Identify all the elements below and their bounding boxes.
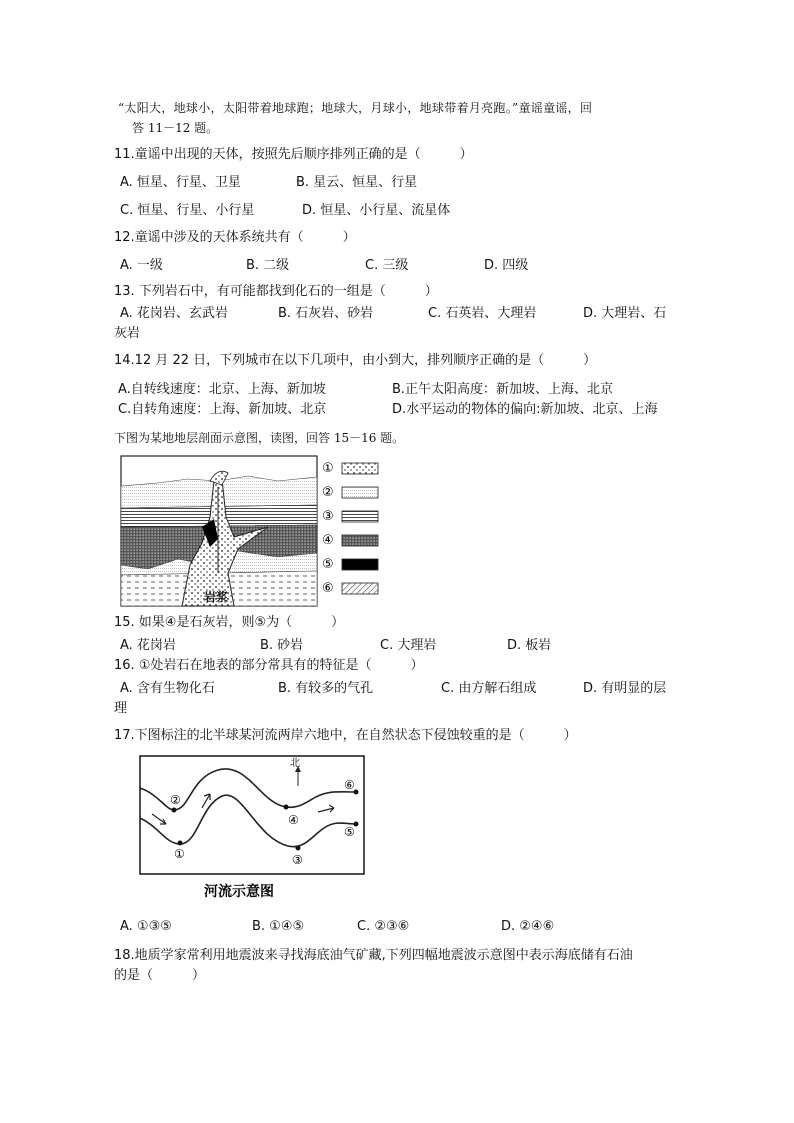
q12-option-a: A. 一级 (120, 258, 163, 273)
legend-num-6: ⑥ (322, 581, 334, 596)
q16-option-d-cont: 理 (114, 701, 128, 716)
q11-stem: 11.童谣中出现的天体，按照先后顺序排列正确的是（ ） (114, 147, 473, 162)
intro-line1: “太阳大，地球小，太阳带着地球跑；地球大，月球小，地球带着月亮跑。”童谣童谣，回 (118, 101, 593, 115)
q11-option-b: B. 星云、恒星、行星 (296, 175, 418, 190)
q11-option-d: D. 恒星、小行星、流星体 (302, 203, 451, 218)
q15-option-b: B. 砂岩 (260, 638, 304, 653)
q17-stem: 17.下图标注的北半球某河流两岸六地中，在自然状态下侵蚀较重的是（ ） (114, 728, 577, 743)
q12-option-b: B. 二级 (246, 258, 290, 273)
legend-num-3: ③ (322, 509, 334, 524)
q17-option-b: B. ①④⑤ (252, 919, 305, 934)
q14-option-a: A.自转线速度：北京、上海、新加坡 (118, 382, 326, 397)
q16-stem: 16. ①处岩石在地表的部分常具有的特征是（ ） (114, 658, 424, 673)
legend-num-1: ① (322, 461, 334, 476)
legend-num-2: ② (322, 485, 334, 500)
q13-option-b: B. 石灰岩、砂岩 (278, 306, 374, 321)
point-1-label: ① (174, 847, 185, 861)
q16-option-a: A. 含有生物化石 (120, 681, 215, 696)
q13-stem: 13. 下列岩石中，有可能都找到化石的一组是（ ） (114, 284, 438, 299)
legend-swatch-2 (342, 487, 378, 498)
q14-stem: 14.12 月 22 日，下列城市在以下几项中，由小到大，排列顺序正确的是（ ） (114, 353, 597, 368)
q13-option-d: D. 大理岩、石 (583, 306, 667, 321)
point-3-dot (296, 846, 301, 851)
q14-option-d: D.水平运动的物体的偏向:新加坡、北京、上海 (392, 402, 658, 417)
point-3-label: ③ (292, 853, 303, 867)
legend-num-4: ④ (322, 533, 334, 548)
cross-section-block (121, 456, 317, 606)
q17-option-c: C. ②③⑥ (357, 919, 410, 934)
river-diagram-figure (138, 754, 368, 906)
figure1-intro: 下图为某地地层剖面示意图，读图，回答 15－16 题。 (114, 431, 405, 445)
q13-option-a: A. 花岗岩、玄武岩 (120, 306, 228, 321)
q14-option-b: B.正午太阳高度：新加坡、上海、北京 (392, 382, 614, 397)
north-label: 北 (290, 758, 300, 769)
q17-option-a: A. ①③⑤ (120, 919, 172, 934)
q16-option-d: D. 有明显的层 (583, 681, 667, 696)
legend (322, 461, 378, 596)
q16-option-c: C. 由方解石组成 (441, 681, 537, 696)
q13-option-d-cont: 灰岩 (114, 326, 141, 341)
river-diagram-caption: 河流示意图 (204, 884, 274, 900)
q15-option-c: C. 大理岩 (380, 638, 437, 653)
legend-swatch-6 (342, 583, 378, 594)
q14-option-c: C.自转角速度：上海、新加坡、北京 (118, 402, 327, 417)
q17-option-d: D. ②④⑥ (501, 919, 555, 934)
point-2-label: ② (170, 793, 181, 807)
q12-option-c: C. 三级 (365, 258, 409, 273)
legend-swatch-3 (342, 511, 378, 522)
q15-option-d: D. 板岩 (507, 638, 552, 653)
q13-option-c: C. 石英岩、大理岩 (428, 306, 537, 321)
point-1-dot (178, 841, 183, 846)
q15-stem: 15. 如果④是石灰岩，则⑤为（ ） (114, 615, 345, 630)
point-4-label: ④ (288, 813, 299, 827)
magma-label: 岩浆 (204, 590, 229, 604)
point-5-label: ⑤ (344, 825, 355, 839)
strata-cross-section-figure (118, 453, 384, 609)
q18-stem: 18.地质学家常利用地震波来寻找海底油气矿藏,下列四幅地震波示意图中表示海底储有石油 (114, 948, 633, 963)
point-6-label: ⑥ (344, 778, 355, 792)
q15-option-a: A. 花岗岩 (120, 638, 176, 653)
legend-swatch-5 (342, 559, 378, 570)
q16-option-b: B. 有较多的气孔 (278, 681, 374, 696)
point-2-dot (172, 808, 177, 813)
q11-option-a: A. 恒星、行星、卫星 (120, 175, 241, 190)
q18-stem-cont: 的是（ ） (114, 968, 206, 983)
legend-swatch-4 (342, 535, 378, 546)
q12-option-d: D. 四级 (484, 258, 529, 273)
q12-stem: 12.童谣中涉及的天体系统共有（ ） (114, 230, 356, 245)
legend-swatch-1 (342, 463, 378, 474)
q11-option-c: C. 恒星、行星、小行星 (120, 203, 255, 218)
point-4-dot (284, 805, 289, 810)
legend-num-5: ⑤ (322, 557, 334, 572)
intro-line2: 答 11－12 题。 (132, 121, 219, 135)
